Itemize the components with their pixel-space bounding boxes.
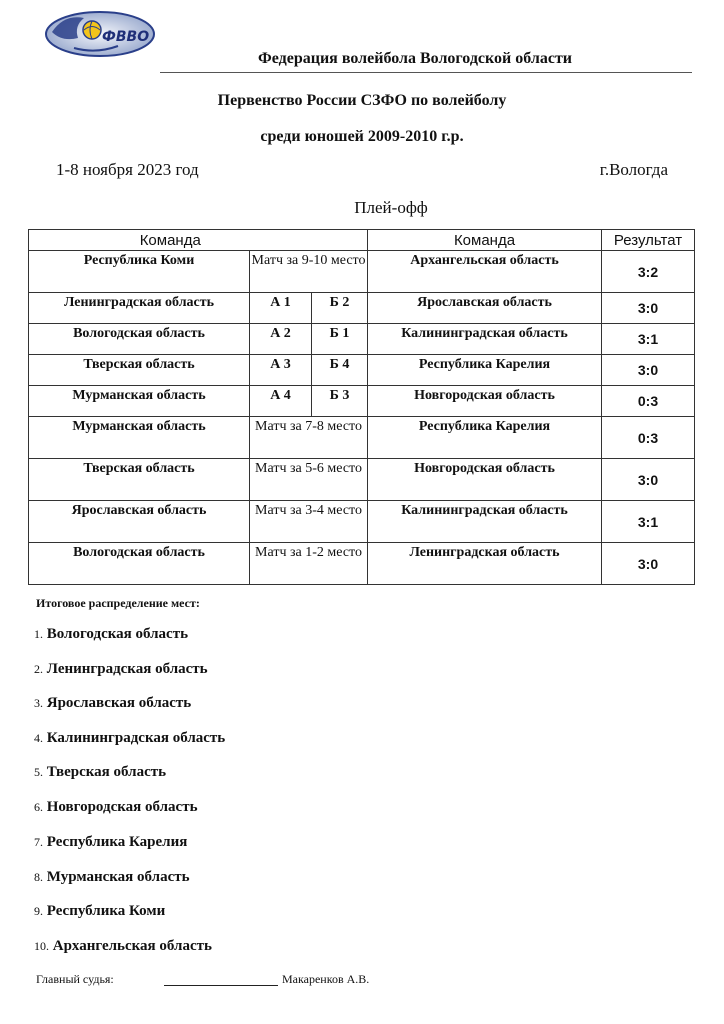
team1-cell: Тверская область: [29, 355, 250, 386]
place-team: Новгородская область: [46, 799, 198, 815]
result-cell: 3:0: [602, 293, 695, 324]
header-team2: Команда: [368, 230, 602, 251]
list-item: [34, 695, 191, 712]
group-b-cell: Б 3: [312, 386, 368, 417]
table-row: [29, 355, 695, 386]
match-cell: Матч за 5-6 место: [250, 459, 368, 501]
logo-text: ФВВО: [102, 29, 150, 45]
stage-title: Плей-офф: [354, 198, 428, 217]
place-team: Ярославская область: [46, 695, 192, 711]
table-row: [29, 324, 695, 355]
team2-cell: Архангельская область: [368, 251, 602, 293]
team2-cell: Новгородская область: [368, 386, 602, 417]
match-cell: Матч за 3-4 место: [250, 501, 368, 543]
document-title-line2: среди юношей 2009-2010 г.р.: [260, 128, 464, 145]
list-item: [34, 938, 212, 955]
team2-cell: Ярославская область: [368, 293, 602, 324]
results-table: [28, 229, 695, 585]
place-number: 10.: [34, 939, 49, 953]
list-item: [34, 764, 166, 781]
header-result: Результат: [602, 230, 695, 251]
header-team1: Команда: [29, 230, 312, 251]
team1-cell: Мурманская область: [29, 417, 250, 459]
place-team: Мурманская область: [46, 869, 190, 885]
place-team: Республика Коми: [46, 903, 166, 919]
result-cell: 0:3: [602, 417, 695, 459]
table-row: [29, 501, 695, 543]
team2-cell: Ленинградская область: [368, 543, 602, 585]
team1-cell: Ленинградская область: [29, 293, 250, 324]
event-city: г.Вологда: [599, 160, 668, 179]
team1-cell: Вологодская область: [29, 324, 250, 355]
result-cell: 3:0: [602, 355, 695, 386]
chief-judge-name: Макаренков А.В.: [282, 972, 370, 986]
team2-cell: Калининградская область: [368, 324, 602, 355]
group-a-cell: А 3: [250, 355, 312, 386]
table-row: [29, 417, 695, 459]
group-a-cell: А 4: [250, 386, 312, 417]
place-team: Вологодская область: [46, 626, 189, 642]
chief-judge-label: Главный судья:: [36, 972, 114, 986]
team2-cell: Республика Карелия: [368, 355, 602, 386]
place-number: 7.: [34, 835, 43, 849]
group-b-cell: Б 1: [312, 324, 368, 355]
result-cell: 3:2: [602, 251, 695, 293]
signature-line: [164, 985, 278, 986]
place-number: 5.: [34, 765, 43, 779]
list-item: [34, 834, 187, 851]
place-number: 8.: [34, 870, 43, 884]
list-item: [34, 799, 198, 816]
place-number: 6.: [34, 800, 43, 814]
team1-cell: Ярославская область: [29, 501, 250, 543]
result-cell: 3:1: [602, 501, 695, 543]
team1-cell: Тверская область: [29, 459, 250, 501]
team1-cell: Мурманская область: [29, 386, 250, 417]
result-cell: 3:1: [602, 324, 695, 355]
table-row: [29, 543, 695, 585]
event-date: 1-8 ноября 2023 год: [56, 160, 199, 179]
place-number: 2.: [34, 662, 43, 676]
place-team: Ленинградская область: [46, 661, 208, 677]
federation-logo: [44, 8, 156, 58]
table-header-row: [29, 230, 695, 251]
list-item: [34, 626, 188, 643]
place-team: Тверская область: [46, 764, 167, 780]
team2-cell: Республика Карелия: [368, 417, 602, 459]
match-cell: Матч за 1-2 место: [250, 543, 368, 585]
list-item: [34, 903, 165, 920]
document-title-line1: Первенство России СЗФО по волейболу: [217, 92, 507, 109]
header-blank: [312, 230, 368, 251]
match-cell: Матч за 9-10 место: [250, 251, 368, 293]
result-cell: 0:3: [602, 386, 695, 417]
result-cell: 3:0: [602, 543, 695, 585]
group-b-cell: Б 4: [312, 355, 368, 386]
header-divider: [160, 72, 692, 73]
place-number: 9.: [34, 904, 43, 918]
list-item: [34, 730, 225, 747]
table-row: [29, 459, 695, 501]
final-standings-title: Итоговое распределение мест:: [36, 596, 200, 610]
list-item: [34, 661, 208, 678]
team2-cell: Новгородская область: [368, 459, 602, 501]
team1-cell: Вологодская область: [29, 543, 250, 585]
table-row: [29, 293, 695, 324]
place-number: 1.: [34, 627, 43, 641]
place-team: Калининградская область: [46, 730, 226, 746]
group-a-cell: А 1: [250, 293, 312, 324]
group-b-cell: Б 2: [312, 293, 368, 324]
result-cell: 3:0: [602, 459, 695, 501]
federation-name: Федерация волейбола Вологодской области: [258, 50, 573, 67]
table-row: [29, 386, 695, 417]
place-team: Республика Карелия: [46, 834, 188, 850]
team1-cell: Республика Коми: [29, 251, 250, 293]
match-cell: Матч за 7-8 место: [250, 417, 368, 459]
place-number: 4.: [34, 731, 43, 745]
team2-cell: Калининградская область: [368, 501, 602, 543]
table-row: [29, 251, 695, 293]
list-item: [34, 869, 190, 886]
place-number: 3.: [34, 696, 43, 710]
group-a-cell: А 2: [250, 324, 312, 355]
place-team: Архангельская область: [52, 938, 212, 954]
